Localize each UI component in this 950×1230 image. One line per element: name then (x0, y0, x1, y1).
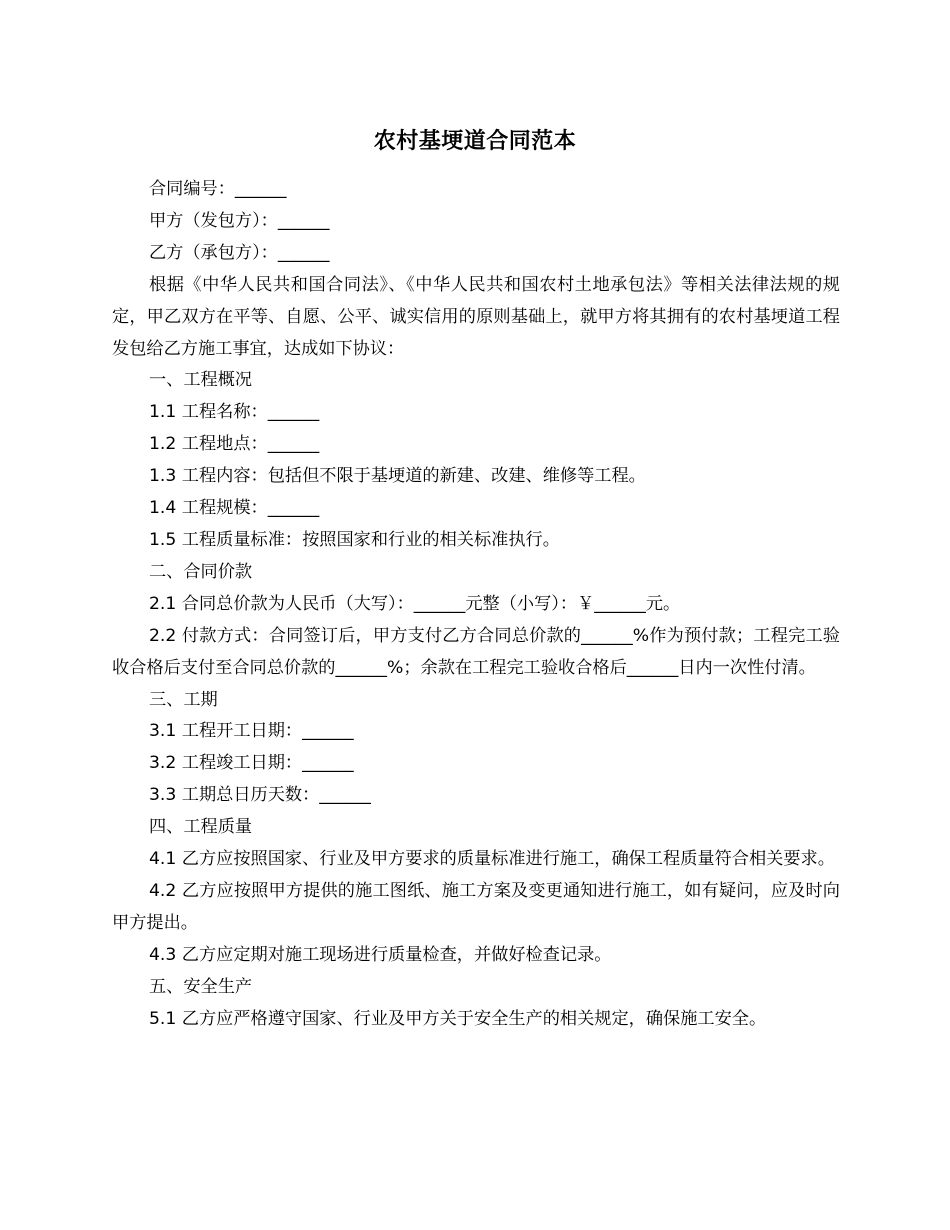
clause-2-2: 2.2 付款方式：合同签订后，甲方支付乙方合同总价款的______%作为预付款；工程完工验收合格后支付至合同总价款的______%；余款在工程完工验收合格后______日内一次性付清。 (112, 625, 840, 678)
party-a-line: 甲方（发包方）：______ (148, 210, 330, 231)
clause-3-3: 3.3 工期总日历天数：______ (148, 785, 371, 806)
clause-4-3: 4.3 乙方应定期对施工现场进行质量检查，并做好检查记录。 (148, 944, 612, 965)
section-heading-schedule: 三、工期 (148, 689, 218, 710)
clause-2-1: 2.1 合同总价款为人民币（大写）：______元整（小写）：￥______元。 (148, 593, 681, 614)
section-heading-price: 二、合同价款 (148, 561, 253, 582)
document-body (112, 174, 840, 1035)
clause-4-2: 4.2 乙方应按照甲方提供的施工图纸、施工方案及变更通知进行施工，如有疑问，应及时向甲方提出。 (112, 880, 840, 933)
clause-1-2: 1.2 工程地点：______ (148, 434, 320, 455)
clause-1-1: 1.1 工程名称：______ (148, 402, 320, 423)
clause-5-1: 5.1 乙方应严格遵守国家、行业及甲方关于安全生产的相关规定，确保施工安全。 (148, 1008, 767, 1029)
section-heading-safety: 五、安全生产 (148, 976, 253, 997)
clause-1-4: 1.4 工程规模：______ (148, 498, 320, 519)
document-title: 农村基埂道合同范本 (373, 129, 577, 154)
party-b-line: 乙方（承包方）：______ (148, 242, 330, 263)
clause-3-2: 3.2 工程竣工日期：______ (148, 753, 354, 774)
contract-number-line: 合同编号：______ (148, 179, 287, 199)
clause-1-5: 1.5 工程质量标准：按照国家和行业的相关标准执行。 (148, 529, 560, 550)
preamble-paragraph: 根据《中华人民共和国合同法》、《中华人民共和国农村土地承包法》等相关法律法规的规定，甲乙双方在平等、自愿、公平、诚实信用的原则基础上，就甲方将其拥有的农村基埂道工程发包给乙方施工事宜，达成如下协议： (112, 274, 840, 359)
clause-4-1: 4.1 乙方应按照国家、行业及甲方要求的质量标准进行施工，确保工程质量符合相关要求。 (148, 849, 835, 870)
clause-3-1: 3.1 工程开工日期：______ (148, 721, 354, 742)
section-heading-overview: 一、工程概况 (148, 370, 253, 391)
clause-1-3: 1.3 工程内容：包括但不限于基埂道的新建、改建、维修等工程。 (148, 466, 646, 487)
section-heading-quality: 四、工程质量 (148, 817, 253, 838)
